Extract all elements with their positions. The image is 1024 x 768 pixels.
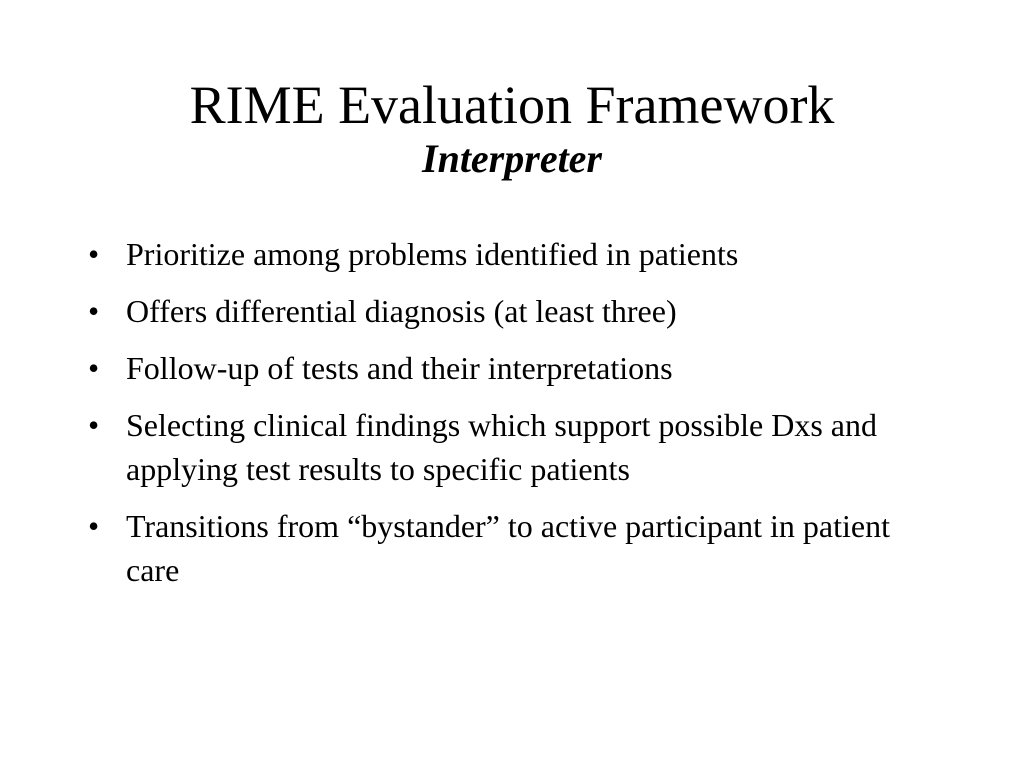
bullet-icon: •	[88, 236, 100, 272]
title-block	[0, 74, 1024, 182]
bullet-icon: •	[88, 293, 100, 329]
bullet-icon: •	[88, 407, 100, 443]
bullet-item	[86, 232, 946, 276]
bullet-item	[86, 403, 946, 491]
bullet-text: Selecting clinical findings which support possible Dxs and applying test results to specific patients	[126, 407, 877, 487]
bullet-item	[86, 346, 946, 390]
bullet-text: Transitions from “bystander” to active participant in patient care	[126, 508, 890, 588]
bullet-item	[86, 289, 946, 333]
bullet-icon: •	[88, 508, 100, 544]
slide-subtitle: Interpreter	[422, 136, 602, 181]
bullet-text: Prioritize among problems identified in patients	[126, 236, 739, 272]
bullet-icon: •	[88, 350, 100, 386]
bullet-list	[86, 232, 946, 605]
bullet-text: Offers differential diagnosis (at least three)	[126, 293, 677, 329]
bullet-item	[86, 504, 946, 592]
slide-title: RIME Evaluation Framework	[189, 75, 835, 135]
bullet-text: Follow-up of tests and their interpretations	[126, 350, 673, 386]
